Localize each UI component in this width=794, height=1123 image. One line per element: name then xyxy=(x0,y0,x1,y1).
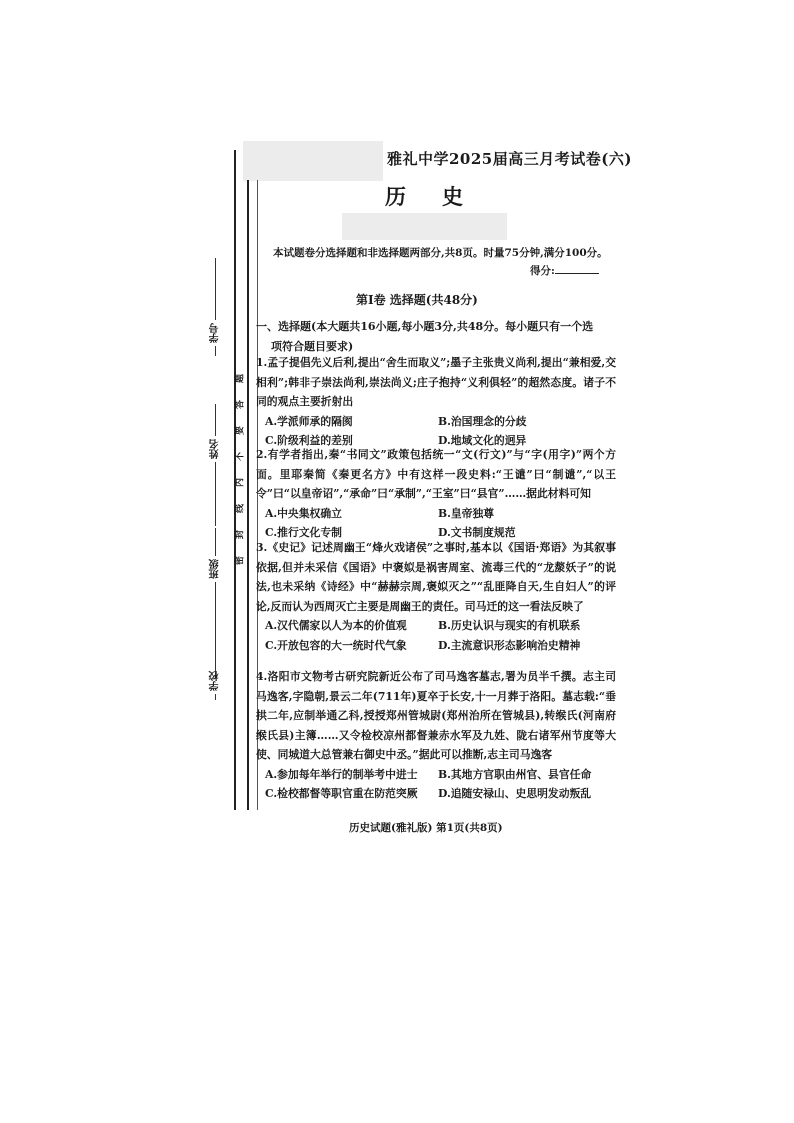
subject-title xyxy=(385,181,463,211)
question-text: 3.《史记》记述周幽王“烽火戏诸侯”之事时,基本以《国语·郑语》为其叙事依据,但并未采信《国语》中褒姒是祸害周室、流毒三代的“龙漦妖子”的说法,也未采纳《诗经》中“赫赫宗周,褒姒灭之”“乱匪降自天,生自妇人”的评论,反而认为西周灭亡主要是周幽王的责任。司马迁的这一看法反映了 xyxy=(256,541,616,613)
question-2 xyxy=(256,445,616,543)
margin-field-label: 学号 xyxy=(210,323,221,343)
seal-line-text xyxy=(233,372,245,567)
score-field xyxy=(530,263,599,278)
section-intro xyxy=(256,317,616,357)
option: A.学派师承的隔阂 xyxy=(265,414,353,428)
option: B.历史认识与现实的有机联系 xyxy=(438,619,581,632)
redacted-box xyxy=(342,213,507,240)
option: D.主流意识形态影响治史精神 xyxy=(438,638,581,652)
question-3 xyxy=(256,538,616,655)
seal-char: 不 xyxy=(235,452,246,462)
option: A.汉代儒家以人为本的价值观 xyxy=(265,619,407,632)
question-4 xyxy=(256,667,616,804)
section-intro-line: 项符合题目要求) xyxy=(271,340,354,353)
option: D.追随安禄山、史思明发动叛乱 xyxy=(438,787,592,800)
seal-char: 密 xyxy=(235,556,246,566)
part-title: 第Ⅰ卷 选择题(共48分) xyxy=(356,293,478,307)
page-footer: 历史试题(雅礼版) 第1页(共8页) xyxy=(349,822,503,834)
margin-field-label: 姓名 xyxy=(210,439,221,459)
margin-field-student-id xyxy=(208,258,223,356)
margin-field-class xyxy=(208,528,223,678)
option: D.地域文化的迥异 xyxy=(438,434,527,447)
seal-char: 线 xyxy=(235,504,246,514)
option: C.阶级利益的差别 xyxy=(265,434,353,447)
option: B.治国理念的分歧 xyxy=(438,414,527,428)
margin-field-name xyxy=(208,404,223,526)
redacted-box xyxy=(243,141,383,181)
question-options xyxy=(256,616,616,655)
seal-char: 封 xyxy=(235,530,246,540)
option: B.皇帝独尊 xyxy=(438,506,495,520)
option: C.推行文化专制 xyxy=(265,526,342,539)
exam-title: 雅礼中学2025届高三月考试卷(六) xyxy=(387,150,632,168)
question-options xyxy=(256,504,616,543)
seal-char: 要 xyxy=(235,426,246,436)
question-text: 2.有学者指出,秦“书同文”政策包括统一“文(行文)”与“字(用字)”两个方面。里耶秦简《秦更名方》中有这样一段史料:“王谴”曰“制谴”,“以王令”曰“以皇帝诏”,“承命”曰“承制”,“王室”曰“县官”……据此材料可知 xyxy=(256,448,616,500)
seal-char: 题 xyxy=(235,374,246,384)
option: C.检校都督等职官重在防范突厥 xyxy=(265,787,418,800)
seal-char: 答 xyxy=(235,400,246,410)
option: C.开放包容的大一统时代气象 xyxy=(265,638,407,652)
margin-field-label: 学校 xyxy=(210,671,221,691)
margin-field-label: 班级 xyxy=(210,559,221,579)
margin-field-school xyxy=(208,662,223,700)
section-intro-line: 一、选择题(本大题共16小题,每小题3分,共48分。每小题只有一个选 xyxy=(256,320,594,333)
exam-intro: 本试题卷分选择题和非选择题两部分,共8页。时量75分钟,满分100分。 xyxy=(273,247,608,259)
score-blank xyxy=(555,263,599,274)
option: A.参加每年举行的制举考中进士 xyxy=(265,767,418,781)
subject-char: 历 xyxy=(385,184,406,209)
binding-line xyxy=(247,180,249,810)
seal-char: 内 xyxy=(235,478,246,488)
option: B.其地方官职由州官、县官任命 xyxy=(438,767,592,781)
score-label: 得分: xyxy=(530,265,555,277)
question-1 xyxy=(256,353,616,451)
subject-char: 史 xyxy=(442,184,463,209)
question-text: 4.洛阳市文物考古研究院新近公布了司马逸客墓志,署为员半千撰。志主司马逸客,字隐朝,景云二年(711年)夏卒于长安,十一月葬于洛阳。墓志载:“垂拱二年,应制举通乙科,授授郑州管城尉(郑州治所在管城县),转缑氏(河南府缑氏县)主簿……又令检校凉州都督兼赤水军及九姓、陇右诸军州节度等大使、同城道大总管兼右御史中丞。”据此可以推断,志主司马逸客 xyxy=(256,670,616,761)
option: D.文书制度规范 xyxy=(438,526,516,539)
option: A.中央集权确立 xyxy=(265,506,342,520)
question-text: 1.孟子提倡先义后利,提出“舍生而取义”;墨子主张贵义尚利,提出“兼相爱,交相利”;韩非子崇法尚利,崇法尚义;庄子抱持“义利俱轻”的超然态度。诸子不同的观点主要折射出 xyxy=(256,356,616,408)
question-options xyxy=(256,765,616,804)
